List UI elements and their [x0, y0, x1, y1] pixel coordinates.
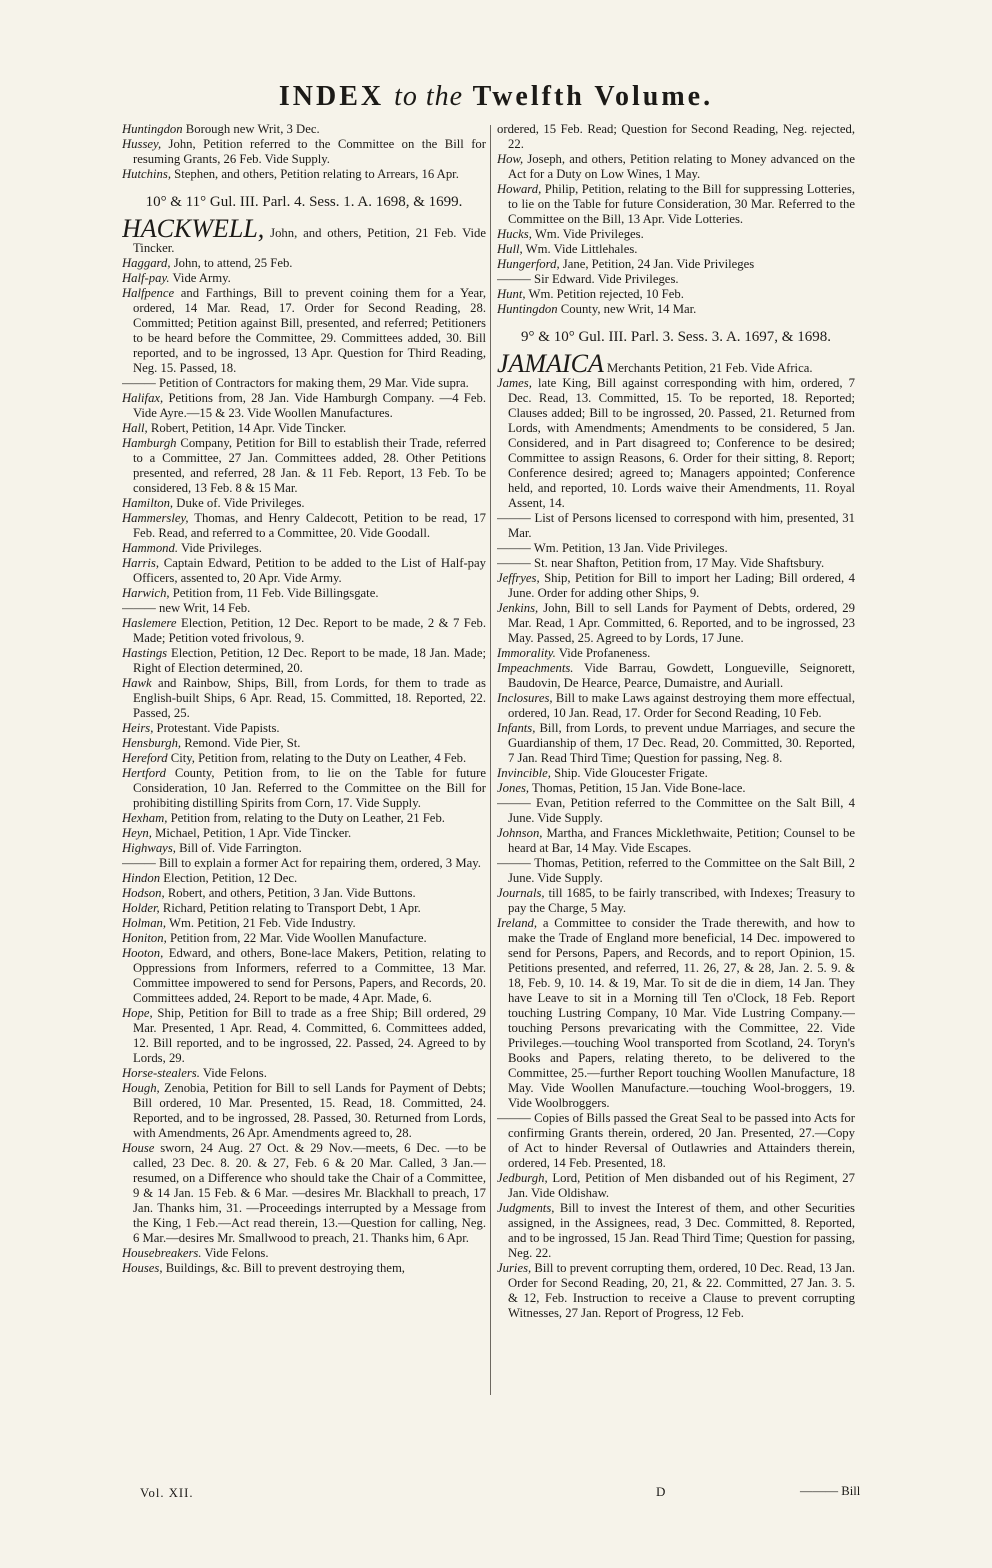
entry-text: Robert, Petition, 14 Apr. Vide Tincker.: [147, 421, 347, 435]
entry-text: a Committee to consider the Trade therewith, and how to make the Trade of England more beneficial, 14 Dec. impowered to send for Persons, Papers, and Records, and to report Opinion, 15. Petitions presented, and referred, 11. 26, 27, & 28, Jan. 2. 5. 9. & 18, Feb. 9, 10. 14. & 19, Mar. To sit de die in diem, 14 Jan. They have Leave to sit in a Morning till Ten o'Clock, 18 Feb. Report touching Lustring Company, 10 Mar. Vide Lustring Company.—touching Persons prevaricating with the Committee, 22. Vide Privileges.—touching Wool transported from Scotland, 24. Toryn's Books and Papers, relating thereto, to be delivered to the Committee, 25.—further Report touching Woollen Manufacture, 18 May. Vide Woollen Manufacture.—touching Wool-broggers, 19. Vide Woolbroggers.: [508, 916, 855, 1110]
entry-text: Ship, Petition for Bill to trade as a free Ship; Bill ordered, 29 Mar. Presented, 1 Apr. Read, 4. Committed, 6. Committees added, 12. Bill reported, and to be ingrossed, 22. Passed, 24. Agreed to by Lords, 29.: [133, 1006, 486, 1065]
entry-text: John, Bill to sell Lands for Payment of Debts, ordered, 29 Mar. Read, 1 Apr. Committed, 6. Reported, and to be ingrossed, 23 May. Passed, 25. Agreed to by Lords, 17 June.: [508, 601, 855, 645]
entry-heading: ———: [497, 796, 531, 810]
entry-text: Bill, from Lords, to prevent undue Marriages, and secure the Guardianship of them, 17 Dec. Read, 20. Committed, 30. Reported, 7 Jan. Read Third Time; Question for passing, Neg. 8.: [508, 721, 855, 765]
entry-heading: ———: [497, 511, 531, 525]
right-top-entries: [497, 122, 855, 317]
index-entry: [497, 287, 855, 302]
entry-text: Stephen, and others, Petition relating to Arrears, 16 Apr.: [171, 167, 459, 181]
entry-text: Duke of. Vide Privileges.: [173, 496, 305, 510]
index-entry: [497, 646, 855, 661]
index-entry: [122, 167, 486, 182]
index-entry: [497, 302, 855, 317]
entry-text: Sir Edward. Vide Privileges.: [530, 272, 679, 286]
entry-heading: Jedburgh,: [497, 1171, 548, 1185]
index-entry: [122, 391, 486, 421]
index-entry: [497, 182, 855, 227]
entry-text: ordered, 15 Feb. Read; Question for Second Reading, Neg. rejected, 22.: [497, 122, 855, 151]
index-entry: [122, 122, 486, 137]
entry-heading: Hertford: [122, 766, 166, 780]
right-first-entry-text: Merchants Petition, 21 Feb. Vide Africa.: [603, 361, 813, 375]
entry-heading: Haslemere: [122, 616, 177, 630]
left-top-entries: [122, 122, 486, 182]
entry-heading: Juries,: [497, 1261, 532, 1275]
index-entry: [122, 1261, 486, 1276]
index-entry: [122, 1066, 486, 1081]
title-main: INDEX: [278, 81, 385, 112]
index-entry: [122, 1141, 486, 1246]
entry-text: Evan, Petition referred to the Committee on the Salt Bill, 4 June. Vide Supply.: [508, 796, 855, 825]
entry-heading: Harris,: [122, 556, 160, 570]
entry-heading: ———: [497, 556, 531, 570]
entry-heading: Jeffryes,: [497, 571, 540, 585]
index-entry: [497, 856, 855, 886]
index-entry: [122, 811, 486, 826]
entry-heading: Horse-stealers.: [122, 1066, 200, 1080]
entry-heading: Hough,: [122, 1081, 160, 1095]
entry-heading: Immorality.: [497, 646, 556, 660]
entry-text: Remond. Vide Pier, St.: [181, 736, 301, 750]
left-column: [122, 122, 486, 1502]
entry-text: Election, Petition, 12 Dec.: [160, 871, 298, 885]
right-session-heading: 9° & 10° Gul. III. Parl. 3. Sess. 3. A. 1697, & 1698.: [521, 329, 831, 345]
entry-heading: Hammond.: [122, 541, 179, 555]
entry-text: Election, Petition, 12 Dec. Report to be made, 2 & 7 Feb. Made; Petition voted frivolous, 9.: [133, 616, 486, 645]
entry-text: Philip, Petition, relating to the Bill for suppressing Lotteries, to lie on the Table for future Consideration, 30 Mar. Referred to the Committee on the Bill, 13 Apr. Vide Lotteries.: [508, 182, 855, 226]
entry-heading: Invincible,: [497, 766, 551, 780]
entry-heading: Hucks,: [497, 227, 532, 241]
index-entry: [497, 257, 855, 272]
entry-heading: Houses,: [122, 1261, 163, 1275]
entry-text: Wm. Petition, 21 Feb. Vide Industry.: [166, 916, 356, 930]
index-entry: [122, 766, 486, 811]
index-entry: [497, 376, 855, 511]
entry-heading: Honiton,: [122, 931, 167, 945]
entry-heading: Heirs,: [122, 721, 154, 735]
column-divider: [490, 125, 491, 1395]
entry-heading: James,: [497, 376, 532, 390]
entry-text: John, to attend, 25 Feb.: [170, 256, 293, 270]
entry-text: Borough new Writ, 3 Dec.: [182, 122, 320, 136]
entry-text: Protestant. Vide Papists.: [153, 721, 280, 735]
entry-text: Bill of. Vide Farrington.: [175, 841, 302, 855]
entry-heading: How,: [497, 152, 524, 166]
entry-heading: Infants,: [497, 721, 536, 735]
entry-text: List of Persons licensed to correspond with him, presented, 31 Mar.: [508, 511, 855, 540]
entry-text: Petition from, 11 Feb. Vide Billingsgate.: [169, 586, 379, 600]
entry-text: County, Petition from, to lie on the Table for future Consideration, 10 Jan. Referred to the Committee on the Bill for prohibiting distilling Spirits from Corn, 17. Vide Supply.: [133, 766, 486, 810]
index-entry: [122, 916, 486, 931]
entry-text: Lord, Petition of Men disbanded out of his Regiment, 27 Jan. Vide Oldishaw.: [508, 1171, 855, 1200]
entry-text: Thomas, and Henry Caldecott, Petition to be read, 17 Feb. Read, and referred to a Committee, 20. Vide Goodall.: [133, 511, 486, 540]
entry-heading: Harwich,: [122, 586, 170, 600]
left-entries: [122, 256, 486, 1276]
entry-text: Wm. Petition rejected, 10 Feb.: [525, 287, 684, 301]
entry-heading: Hall,: [122, 421, 148, 435]
entry-text: Company, Petition for Bill to establish their Trade, referred to a Committee, 27 Jan. Committees added, 28. Other Petitions presented, and referred, 28 Jan. & 11 Feb. Report, 13 Feb. To be considered, 13 Feb. 8 & 15 Mar.: [133, 436, 486, 495]
entry-heading: Howard,: [497, 182, 542, 196]
right-entries: [497, 376, 855, 1321]
page-title: [0, 80, 992, 114]
entry-text: and Farthings, Bill to prevent coining them for a Year, ordered, 14 Mar. Read, 17. Order for Second Reading, 28. Committed; Petition against Bill, presented, and referred; Petitioners to be heard before the Committee, 29. Committees added, 30. Bill reported, and to be ingrossed, 13 Apr. Question for Third Reading, Neg. 15. Passed, 18.: [133, 286, 486, 375]
entry-text: Bill to make Laws against destroying them more effectual, ordered, 10 Jan. Read, 17. Order for Second Reading, 10 Feb.: [508, 691, 855, 720]
entry-text: Ship. Vide Gloucester Frigate.: [550, 766, 708, 780]
entry-heading: Hawk: [122, 676, 152, 690]
entry-heading: Holder,: [122, 901, 160, 915]
index-entry: [122, 286, 486, 376]
entry-heading: Johnson,: [497, 826, 543, 840]
index-entry: [497, 242, 855, 257]
entry-text: Wm. Vide Littlehales.: [522, 242, 638, 256]
entry-heading: Hastings: [122, 646, 168, 660]
index-entry: [497, 886, 855, 916]
right-first-entry-head: JAMAICA: [497, 349, 604, 378]
entry-text: Petition from, relating to the Duty on Leather, 21 Feb.: [167, 811, 445, 825]
index-entry: [122, 751, 486, 766]
entry-heading: Hunt,: [497, 287, 526, 301]
entry-heading: Jenkins,: [497, 601, 539, 615]
entry-heading: Holman,: [122, 916, 167, 930]
entry-heading: Housebreakers.: [122, 1246, 202, 1260]
entry-heading: Hexham,: [122, 811, 168, 825]
entry-text: Ship, Petition for Bill to import her Lading; Bill ordered, 4 June. Order for adding other Ships, 9.: [508, 571, 855, 600]
index-entry: [122, 901, 486, 916]
index-entry: [122, 1006, 486, 1066]
index-entry: [122, 541, 486, 556]
entry-text: Jane, Petition, 24 Jan. Vide Privileges: [559, 257, 755, 271]
volume-footer: Vol. XII.: [140, 1486, 194, 1500]
index-entry: [122, 646, 486, 676]
entry-text: Captain Edward, Petition to be added to the List of Half-pay Officers, assented to, 20 Apr. Vide Army.: [133, 556, 486, 585]
entry-text: Thomas, Petition, referred to the Committee on the Salt Bill, 2 June. Vide Supply.: [508, 856, 855, 885]
entry-heading: Huntingdon: [497, 302, 558, 316]
entry-heading: Hungerford,: [497, 257, 560, 271]
index-entry: [122, 1081, 486, 1141]
entry-text: John, Petition referred to the Committee on the Bill for resuming Grants, 26 Feb. Vide Supply.: [133, 137, 486, 166]
entry-text: Wm. Vide Privileges.: [531, 227, 644, 241]
index-entry: [122, 436, 486, 496]
title-mid: to the: [394, 81, 464, 112]
index-entry: [497, 556, 855, 571]
index-entry: [122, 856, 486, 871]
entry-text: Vide Privileges.: [178, 541, 262, 555]
entry-heading: ———: [497, 541, 531, 555]
entry-heading: ———: [122, 376, 156, 390]
index-entry: [497, 227, 855, 242]
index-entry: [122, 721, 486, 736]
index-entry: [497, 781, 855, 796]
entry-heading: Hereford: [122, 751, 168, 765]
entry-text: Bill to invest the Interest of them, and other Securities assigned, in the Assignees, read, 3 Dec. Committed, 8. Reported, and to be ingrossed, 15 Jan. Read Third Time; Question for passing, Neg. 22.: [508, 1201, 855, 1260]
entry-text: Copies of Bills passed the Great Seal to be passed into Acts for confirming Grants therein, ordered, 20 Jan. Presented, 27.—Copy of Act to hinder Reversal of Outlawries and Attainders therein, ordered, 14 Feb. Presented, 18.: [508, 1111, 855, 1170]
entry-text: Zenobia, Petition for Bill to sell Lands for Payment of Debts; Bill ordered, 10 Mar. Presented, 15. Read, 18. Committed, 24. Reported, and to be ingrossed, 28. Passed, 30. Returned from Lords, with Amendments, 26 Apr. Amendments agreed to, 28.: [133, 1081, 486, 1140]
entry-text: Petition of Contractors for making them, 29 Mar. Vide supra.: [155, 376, 469, 390]
entry-text: Martha, and Frances Micklethwaite, Petition; Counsel to be heard at Bar, 14 May. Vide Escapes.: [508, 826, 855, 855]
entry-heading: Impeachments.: [497, 661, 574, 675]
entry-text: and Rainbow, Ships, Bill, from Lords, for them to trade as English-built Ships, 6 Apr. Read, 15. Committed, 18. Reported, 22. Passed, 25.: [133, 676, 486, 720]
index-entry: [122, 616, 486, 646]
entry-text: Petitions from, 28 Jan. Vide Hamburgh Company. —4 Feb. Vide Ayre.—15 & 23. Vide Woollen Manufactures.: [133, 391, 486, 420]
index-entry: [122, 871, 486, 886]
index-entry: [497, 601, 855, 646]
entry-text: Michael, Petition, 1 Apr. Vide Tincker.: [151, 826, 352, 840]
entry-text: Petition from, 22 Mar. Vide Woollen Manufacture.: [166, 931, 427, 945]
index-entry: [497, 272, 855, 287]
left-session-heading: 10° & 11° Gul. III. Parl. 4. Sess. 1. A. 1698, & 1699.: [145, 194, 463, 210]
entry-heading: Hussey,: [122, 137, 162, 151]
index-entry: [497, 511, 855, 541]
title-end: Twelfth Volume.: [472, 81, 714, 112]
index-entry: [497, 1111, 855, 1171]
entry-heading: Hodson,: [122, 886, 165, 900]
entry-text: new Writ, 14 Feb.: [155, 601, 251, 615]
entry-text: Bill to prevent corrupting them, ordered, 10 Dec. Read, 13 Jan. Order for Second Reading, 20, 21, & 22. Committed, 27 Jan. 3. 5. & 12, Feb. Instruction to receive a Clause to prevent corrupting Witnesses, 27 Jan. Report of Progress, 12 Feb.: [508, 1261, 855, 1320]
entry-heading: Hamilton,: [122, 496, 174, 510]
left-first-entry: [122, 214, 486, 256]
index-entry: [122, 841, 486, 856]
index-entry: [497, 122, 855, 152]
left-first-entry-text: John, and others, Petition, 21 Feb. Vide Tincker.: [133, 226, 486, 255]
index-entry: [122, 496, 486, 511]
entry-heading: Hindon: [122, 871, 161, 885]
index-entry: [497, 571, 855, 601]
entry-heading: Highways,: [122, 841, 176, 855]
signature-mark: D: [656, 1484, 666, 1499]
entry-text: Wm. Petition, 13 Jan. Vide Privileges.: [530, 541, 728, 555]
index-entry: [122, 931, 486, 946]
entry-heading: Ireland,: [497, 916, 538, 930]
index-entry: [122, 946, 486, 1006]
index-entry: [497, 916, 855, 1111]
entry-text: Bill to explain a former Act for repairing them, ordered, 3 May.: [155, 856, 481, 870]
entry-heading: Journals,: [497, 886, 545, 900]
index-entry: [122, 511, 486, 541]
index-entry: [497, 541, 855, 556]
entry-heading: Hamburgh: [122, 436, 177, 450]
entry-text: Vide Barrau, Gowdett, Longueville, Seignorett, Baudovin, De Hearce, Pearce, Dumaistre, and Auriall.: [508, 661, 855, 690]
index-entry: [122, 137, 486, 167]
entry-text: Buildings, &c. Bill to prevent destroying them,: [162, 1261, 405, 1275]
entry-text: till 1685, to be fairly transcribed, with Indexes; Treasury to pay the Charge, 5 May.: [508, 886, 855, 915]
entry-heading: ———: [497, 856, 531, 870]
index-entry: [497, 1261, 855, 1321]
index-entry: [497, 796, 855, 826]
index-entry: [497, 691, 855, 721]
entry-heading: Halfpence: [122, 286, 175, 300]
entry-heading: Inclosures,: [497, 691, 553, 705]
index-entry: [122, 676, 486, 721]
entry-heading: Half-pay.: [122, 271, 170, 285]
index-entry: [122, 376, 486, 391]
entry-heading: Jones,: [497, 781, 530, 795]
entry-text: Vide Army.: [169, 271, 231, 285]
entry-heading: ———: [122, 856, 156, 870]
entry-text: Vide Felons.: [199, 1066, 267, 1080]
entry-text: Robert, and others, Petition, 3 Jan. Vide Buttons.: [164, 886, 416, 900]
catchword: ——— Bill: [800, 1484, 861, 1498]
index-entry: [122, 601, 486, 616]
entry-heading: Judgments,: [497, 1201, 555, 1215]
entry-heading: Haggard,: [122, 256, 171, 270]
entry-text: Joseph, and others, Petition relating to Money advanced on the Act for a Duty on Low Wines, 1 May.: [508, 152, 855, 181]
entry-heading: ———: [497, 1111, 531, 1125]
entry-heading: Hope,: [122, 1006, 153, 1020]
entry-text: County, new Writ, 14 Mar.: [557, 302, 697, 316]
entry-heading: ———: [122, 601, 156, 615]
entry-text: Thomas, Petition, 15 Jan. Vide Bone-lace.: [529, 781, 746, 795]
entry-heading: Hooton,: [122, 946, 164, 960]
entry-text: City, Petition from, relating to the Duty on Leather, 4 Feb.: [167, 751, 467, 765]
index-entry: [122, 271, 486, 286]
entry-heading: Hensburgh,: [122, 736, 182, 750]
entry-text: Vide Felons.: [201, 1246, 269, 1260]
entry-heading: ———: [497, 272, 531, 286]
index-entry: [122, 886, 486, 901]
entry-text: Edward, and others, Bone-lace Makers, Petition, relating to Oppressions from Informers, referred to a Committee, 13 Mar. Committee impowered to send for Persons, Papers, and Records, 20. Committees added, 24. Report to be made, 4 Apr. Made, 6.: [133, 946, 486, 1005]
index-entry: [497, 661, 855, 691]
entry-text: late King, Bill against corresponding with him, ordered, 7 Dec. Read, 13. Committed, 15. To be reported, 18. Reported; Clauses added; Bill to be ingrossed, 20. Passed, 21. Returned from Lords, with Amendments; Amendments to be considered, 5 Jan. Considered, and in Part disagreed to; Conference to be desired; Committee to assign Reasons, 6. Order for their sitting, 8. Report; Conference desired; agreed to; Managers appointed; Conference held, and reported, 10. Lords waive their Amendments, 11. Royal Assent, 14.: [508, 376, 855, 510]
entry-heading: Hammersley,: [122, 511, 189, 525]
right-first-entry: [497, 349, 855, 378]
index-entry: [497, 721, 855, 766]
entry-text: St. near Shafton, Petition from, 17 May. Vide Shaftsbury.: [530, 556, 825, 570]
index-entry: [122, 586, 486, 601]
index-entry: [497, 1201, 855, 1261]
index-entry: [497, 1171, 855, 1201]
entry-heading: Hull,: [497, 242, 523, 256]
index-entry: [122, 421, 486, 436]
index-entry: [497, 826, 855, 856]
entry-heading: Halifax,: [122, 391, 164, 405]
entry-text: Vide Profaneness.: [555, 646, 651, 660]
index-entry: [497, 766, 855, 781]
entry-heading: Heyn,: [122, 826, 152, 840]
index-entry: [122, 736, 486, 751]
index-entry: [122, 556, 486, 586]
entry-text: sworn, 24 Aug. 27 Oct. & 29 Nov.—meets, 6 Dec. —to be called, 23 Dec. 8. 20. & 27, Feb. 6 & 20 Mar. Called, 3 Jan.—resumed, on a Difference who should take the Chair of a Committee, 9 & 14 Jan. 15 Feb. & 6 Mar. —desires Mr. Blackhall to preach, 17 Jan. Thanks him, 31. —Proceedings interrupted by a Message from the King, 1 Feb.—Act read therein, 13.—Question for calling, Neg. 6 Mar.—desires Mr. Smallwood to preach, 21. Thanks him, 6 Apr.: [133, 1141, 486, 1245]
entry-text: Election, Petition, 12 Dec. Report to be made, 18 Jan. Made; Right of Election determined, 20.: [133, 646, 486, 675]
index-entry: [122, 256, 486, 271]
right-column: [497, 122, 855, 1517]
index-entry: [497, 152, 855, 182]
entry-heading: Hutchins,: [122, 167, 171, 181]
index-entry: [122, 826, 486, 841]
entry-heading: House: [122, 1141, 155, 1155]
left-first-entry-head: HACKWELL,: [122, 214, 265, 243]
entry-text: Richard, Petition relating to Transport Debt, 1 Apr.: [159, 901, 421, 915]
index-entry: [122, 1246, 486, 1261]
entry-heading: Huntingdon: [122, 122, 183, 136]
